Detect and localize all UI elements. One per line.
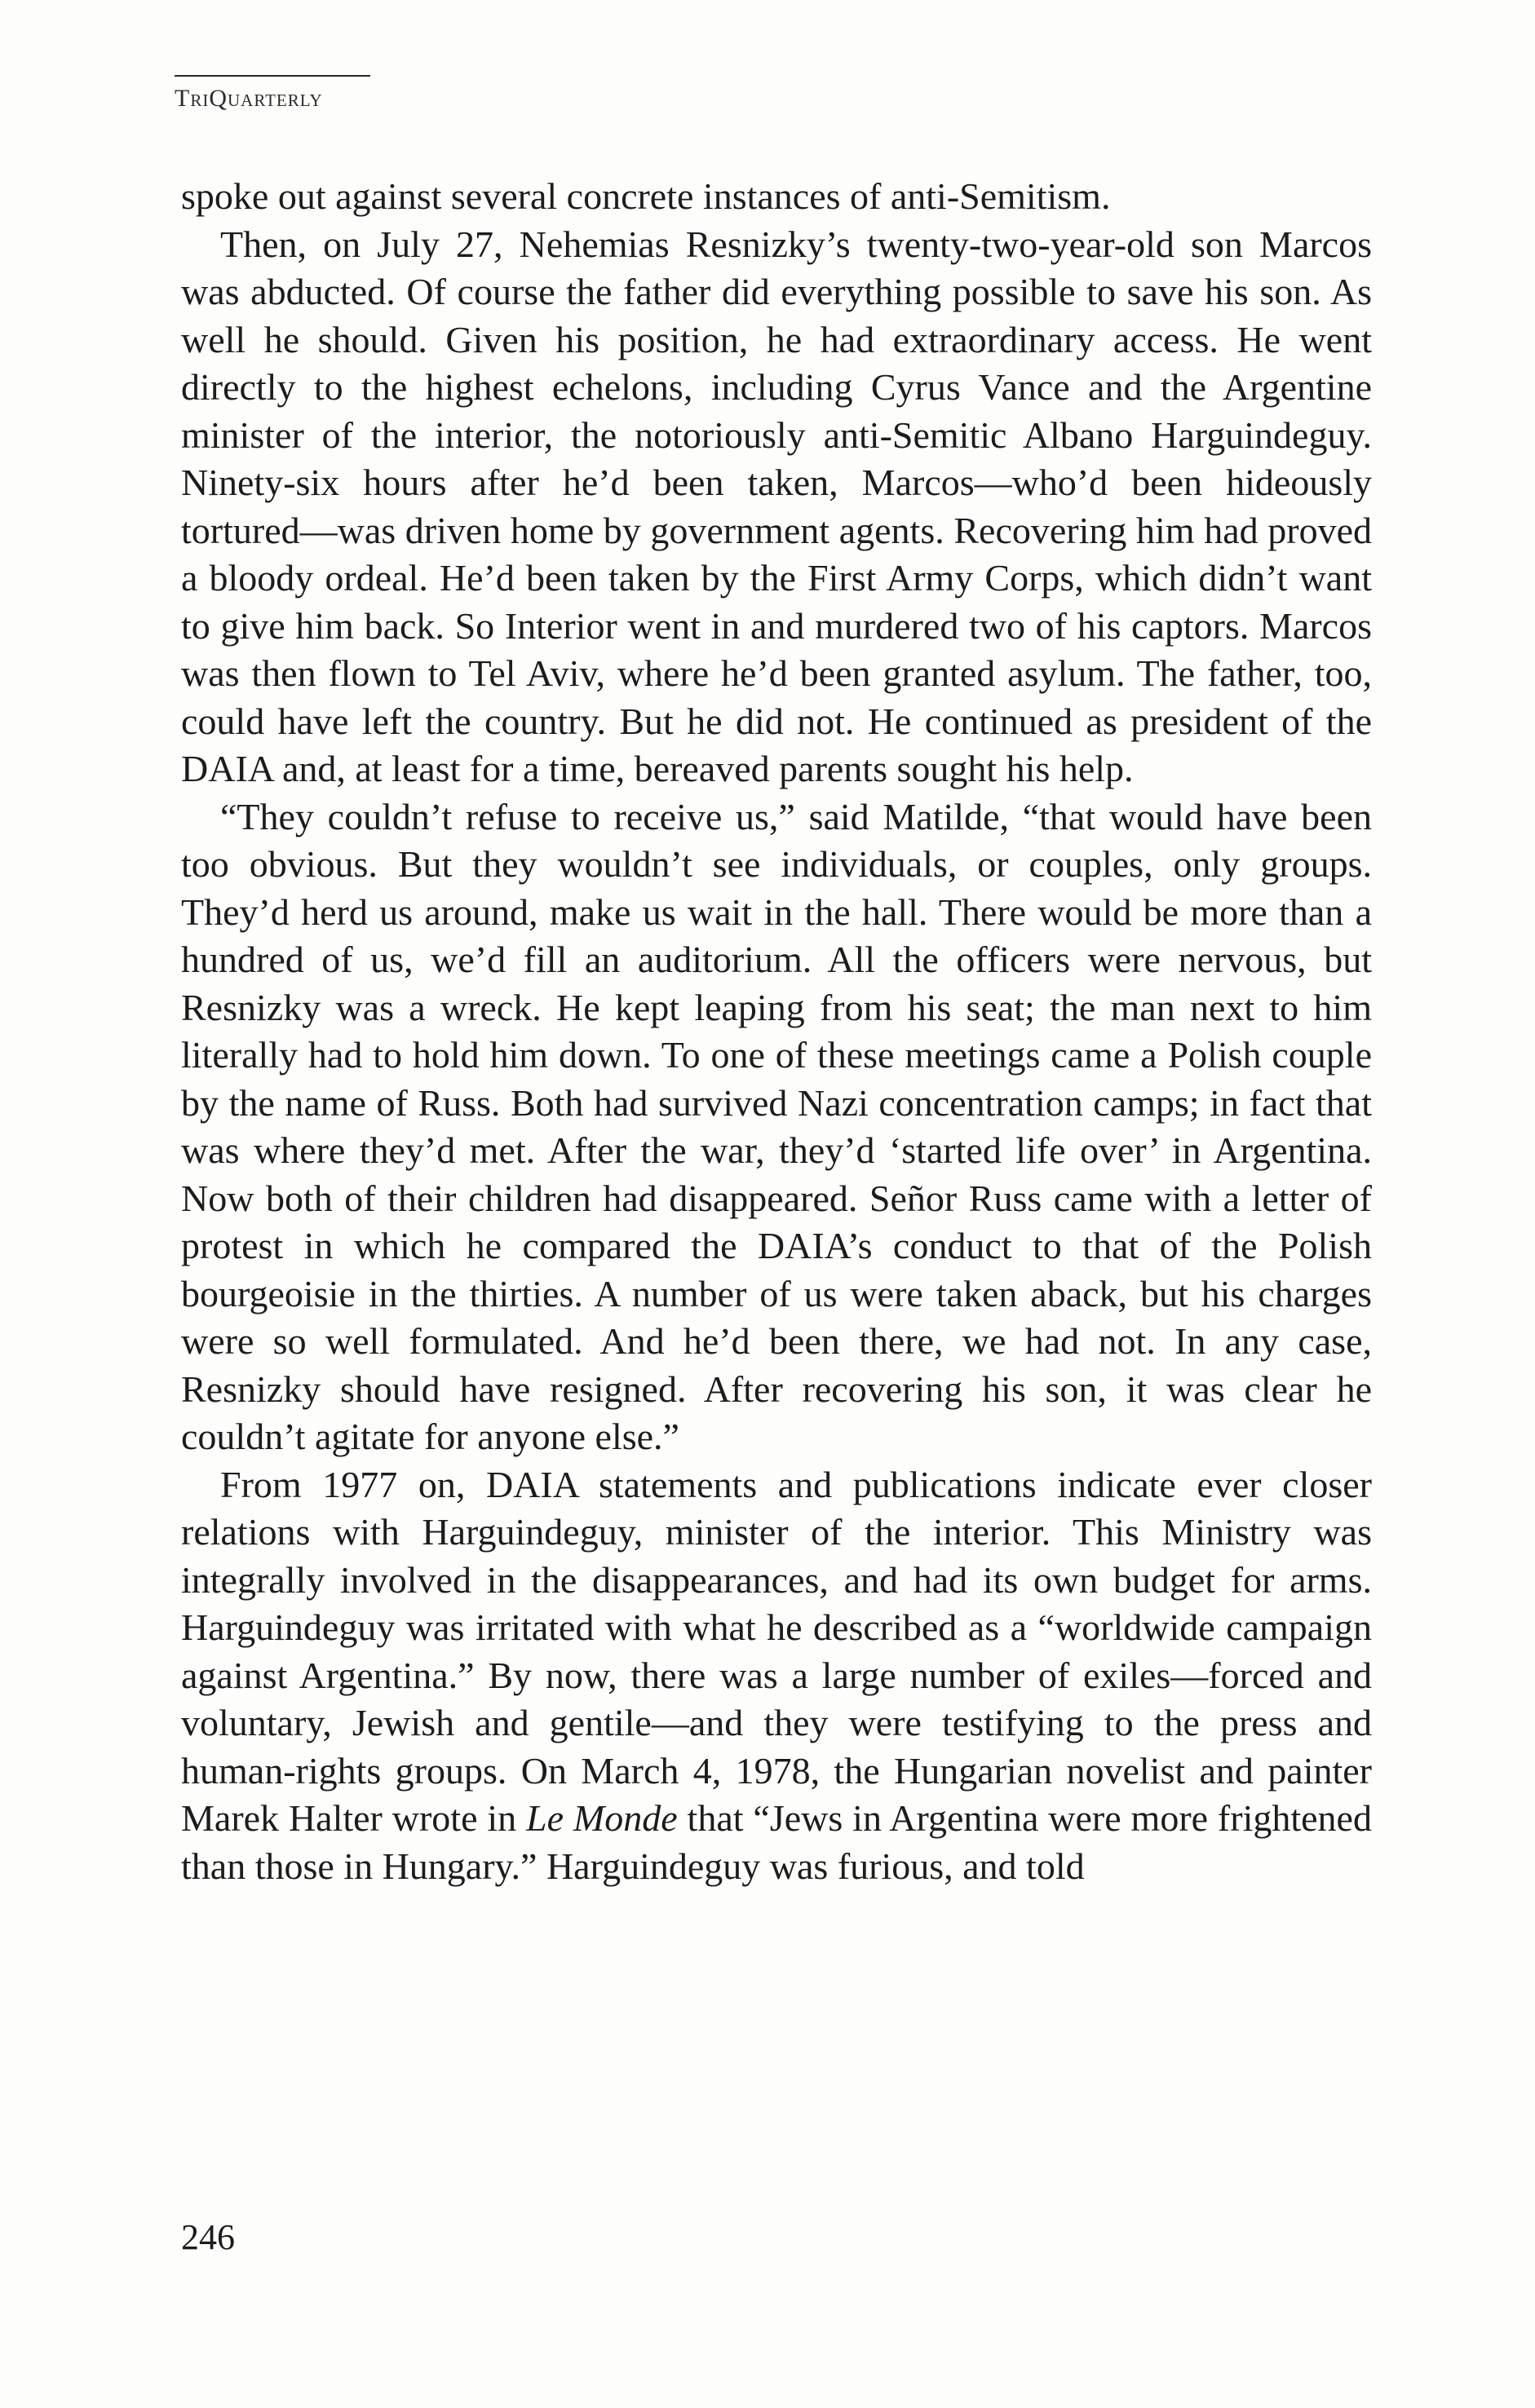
paragraph-continuation: spoke out against several concrete instances of anti-Semitism. — [181, 175, 1111, 217]
newspaper-title: Le Monde — [526, 1797, 678, 1839]
body-text — [181, 173, 1372, 1890]
paragraph-matilde-quote: “They couldn’t refuse to receive us,” said Matilde, “that would have been too obvious. But they wouldn’t see individuals, or couples, only groups. They’d herd us around, make us wait in the hall. There would be more than a hundred of us, we’d fill an auditorium. All the officers were nervous, but Resnizky was a wreck. He kept leaping from his seat; the man next to him literally had to hold him down. To one of these meetings came a Polish couple by the name of Russ. Both had survived Nazi concentration camps; in fact that was where they’d met. After the war, they’d ‘started life over’ in Argentina. Now both of their children had disappeared. Señor Russ came with a letter of protest in which he compared the DAIA’s conduct to that of the Polish bourgeoisie in the thirties. A number of us were taken aback, but his charges were so well formulated. And he’d been there, we had not. In any case, Resnizky should have resigned. After recovering his son, it was clear he couldn’t agitate for anyone else.” — [181, 795, 1372, 1457]
paragraph-text-before-italic: From 1977 on, DAIA statements and publications indicate ever closer relations with Harguindeguy, minister of the interior. This Ministry was integrally involved in the disappearances, and had its own budget for arms. Harguindeguy was irritated with what he described as a “worldwide campaign against Argentina.” By now, there was a large number of exiles—forced and voluntary, Jewish and gentile—and they were testifying to the press and human-rights groups. On March 4, 1978, the Hungarian novelist and painter Marek Halter wrote in — [181, 1463, 1372, 1839]
running-head: TriQuarterly — [175, 75, 370, 113]
paragraph-harguindeguy — [181, 1461, 1372, 1891]
paragraph-text-after-italic: that “Jews in Argentina were more frightened than those in Hungary.” Harguindeguy was furious, and told — [181, 1797, 1372, 1887]
paragraph-resnizky-abduction: Then, on July 27, Nehemias Resnizky’s twenty-two-year-old son Marcos was abducted. Of course the father did everything possible to save his son. As well he should. Given his position, he had extraordinary access. He went directly to the highest echelons, including Cyrus Vance and the Argentine minister of the interior, the notoriously anti-Semitic Albano Harguindeguy. Ninety-six hours after he’d been taken, Marcos—who’d been hideously tortured—was driven home by government agents. Recovering him had proved a bloody ordeal. He’d been taken by the First Army Corps, which didn’t want to give him back. So Interior went in and murdered two of his captors. Marcos was then flown to Tel Aviv, where he’d been granted asylum. The father, too, could have left the country. But he did not. He continued as president of the DAIA and, at least for a time, bereaved parents sought his help. — [181, 223, 1372, 789]
page-number: 246 — [181, 2217, 235, 2257]
